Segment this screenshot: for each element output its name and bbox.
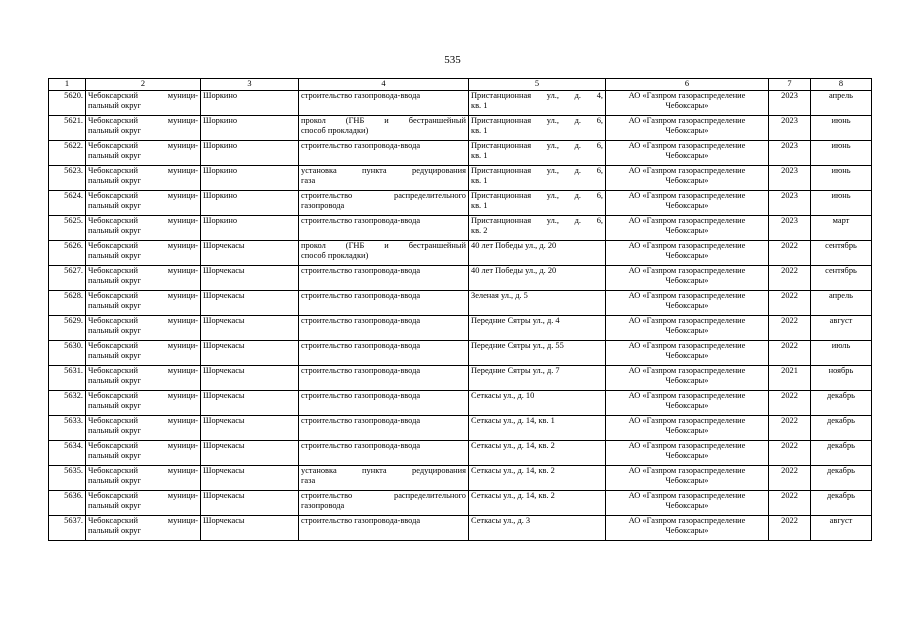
organization-cell-line: Чебоксары»: [665, 375, 709, 385]
work-type-cell: [299, 466, 469, 491]
month-cell: декабрь: [811, 391, 872, 416]
organization-cell: [606, 466, 769, 491]
month-cell: апрель: [811, 291, 872, 316]
work-type-cell-line: строительство газопровода-ввода: [301, 366, 421, 375]
district-cell-line: Чебоксарский муници-: [88, 366, 198, 375]
organization-cell: [606, 91, 769, 116]
work-type-cell-line: строительство газопровода-ввода: [301, 91, 421, 100]
month-cell: сентябрь: [811, 266, 872, 291]
table-row: [49, 141, 872, 166]
work-type-cell: [299, 166, 469, 191]
address-cell-line: Сеткасы ул., д. 14, кв. 2: [471, 441, 555, 450]
year-cell: 2023: [769, 166, 811, 191]
table-row: [49, 216, 872, 241]
address-cell-line: Сеткасы ул., д. 14, кв. 2: [471, 491, 555, 500]
work-type-cell: [299, 316, 469, 341]
organization-cell-line: Чебоксары»: [665, 225, 709, 235]
month-cell: июнь: [811, 141, 872, 166]
district-cell-line: Чебоксарский муници-: [88, 316, 198, 325]
work-type-cell-line: строительство газопровода-ввода: [301, 316, 421, 325]
work-type-cell: [299, 416, 469, 441]
district-cell-line: пальный округ: [88, 350, 141, 360]
organization-cell: [606, 216, 769, 241]
organization-cell: [606, 241, 769, 266]
address-cell: [469, 466, 606, 491]
address-cell-line: кв. 1: [471, 100, 488, 110]
month-cell: июнь: [811, 191, 872, 216]
address-cell: [469, 241, 606, 266]
organization-cell-line: АО «Газпром газораспределение: [628, 441, 746, 450]
district-cell-line: Чебоксарский муници-: [88, 416, 198, 425]
address-cell-line: Пристанционная ул., д. 6,: [471, 116, 603, 125]
organization-cell-line: АО «Газпром газораспределение: [628, 316, 746, 325]
organization-cell: [606, 416, 769, 441]
address-cell-line: Сеткасы ул., д. 10: [471, 391, 535, 400]
year-cell: 2022: [769, 341, 811, 366]
address-cell-line: Пристанционная ул., д. 6,: [471, 166, 603, 175]
month-cell: ноябрь: [811, 366, 872, 391]
month-cell: июль: [811, 341, 872, 366]
address-cell: [469, 366, 606, 391]
district-cell: [86, 366, 201, 391]
organization-cell-line: Чебоксары»: [665, 450, 709, 460]
locality-cell: Шорчекасы: [201, 491, 299, 516]
address-cell-line: кв. 1: [471, 200, 488, 210]
district-cell-line: Чебоксарский муници-: [88, 466, 198, 475]
district-cell-line: Чебоксарский муници-: [88, 141, 198, 150]
organization-cell-line: Чебоксары»: [665, 275, 709, 285]
district-cell-line: пальный округ: [88, 500, 141, 510]
row-number: 5634.: [49, 441, 86, 466]
district-cell-line: пальный округ: [88, 425, 141, 435]
row-number: 5627.: [49, 266, 86, 291]
organization-cell-line: АО «Газпром газораспределение: [628, 266, 746, 275]
column-header: 7: [769, 79, 811, 91]
organization-cell: [606, 191, 769, 216]
organization-cell-line: АО «Газпром газораспределение: [628, 166, 746, 175]
work-type-cell: [299, 116, 469, 141]
organization-cell-line: АО «Газпром газораспределение: [628, 491, 746, 500]
work-type-cell: [299, 191, 469, 216]
year-cell: 2023: [769, 91, 811, 116]
organization-cell-line: Чебоксары»: [665, 300, 709, 310]
address-cell: [469, 416, 606, 441]
address-cell-line: кв. 1: [471, 150, 488, 160]
locality-cell: Шоркино: [201, 216, 299, 241]
locality-cell: Шоркино: [201, 116, 299, 141]
locality-cell: Шоркино: [201, 166, 299, 191]
organization-cell: [606, 341, 769, 366]
address-cell: [469, 441, 606, 466]
work-type-cell-line: строительство газопровода-ввода: [301, 266, 421, 275]
district-cell-line: Чебоксарский муници-: [88, 216, 198, 225]
month-cell: август: [811, 316, 872, 341]
address-cell: [469, 166, 606, 191]
district-cell-line: пальный округ: [88, 525, 141, 535]
district-cell: [86, 216, 201, 241]
organization-cell-line: АО «Газпром газораспределение: [628, 141, 746, 150]
address-cell-line: Передние Сятры ул., д. 55: [471, 341, 564, 350]
district-cell: [86, 266, 201, 291]
address-cell-line: 40 лет Победы ул., д. 20: [471, 266, 557, 275]
year-cell: 2023: [769, 216, 811, 241]
work-type-cell-line: строительство газопровода-ввода: [301, 141, 421, 150]
work-type-cell-line: строительство газопровода-ввода: [301, 441, 421, 450]
locality-cell: Шорчекасы: [201, 291, 299, 316]
organization-cell-line: АО «Газпром газораспределение: [628, 391, 746, 400]
district-cell-line: Чебоксарский муници-: [88, 266, 198, 275]
address-cell: [469, 291, 606, 316]
table-row: [49, 116, 872, 141]
year-cell: 2022: [769, 466, 811, 491]
row-number: 5631.: [49, 366, 86, 391]
district-cell-line: Чебоксарский муници-: [88, 166, 198, 175]
district-cell-line: пальный округ: [88, 200, 141, 210]
address-cell: [469, 141, 606, 166]
locality-cell: Шорчекасы: [201, 441, 299, 466]
locality-cell: Шоркино: [201, 191, 299, 216]
table-row: [49, 91, 872, 116]
work-type-cell-line: способ прокладки): [301, 250, 369, 260]
row-number: 5623.: [49, 166, 86, 191]
table-row: [49, 191, 872, 216]
row-number: 5635.: [49, 466, 86, 491]
work-type-cell: [299, 391, 469, 416]
organization-cell: [606, 316, 769, 341]
work-type-cell: [299, 91, 469, 116]
address-cell-line: Сеткасы ул., д. 14, кв. 1: [471, 416, 555, 425]
address-cell-line: кв. 1: [471, 175, 488, 185]
work-type-cell-line: строительство газопровода-ввода: [301, 341, 421, 350]
month-cell: июнь: [811, 166, 872, 191]
address-cell: [469, 216, 606, 241]
month-cell: сентябрь: [811, 241, 872, 266]
address-cell: [469, 266, 606, 291]
organization-cell: [606, 366, 769, 391]
organization-cell: [606, 266, 769, 291]
address-cell-line: Пристанционная ул., д. 4,: [471, 91, 603, 100]
year-cell: 2022: [769, 416, 811, 441]
district-cell-line: пальный округ: [88, 100, 141, 110]
district-cell-line: Чебоксарский муници-: [88, 116, 198, 125]
column-header: 8: [811, 79, 872, 91]
row-number: 5633.: [49, 416, 86, 441]
district-cell-line: пальный округ: [88, 475, 141, 485]
district-cell-line: Чебоксарский муници-: [88, 91, 198, 100]
work-type-cell-line: строительство распределительного: [301, 491, 466, 500]
table-row: [49, 341, 872, 366]
organization-cell-line: АО «Газпром газораспределение: [628, 191, 746, 200]
organization-cell-line: АО «Газпром газораспределение: [628, 366, 746, 375]
year-cell: 2022: [769, 391, 811, 416]
work-type-cell-line: строительство распределительного: [301, 191, 466, 200]
locality-cell: Шорчекасы: [201, 266, 299, 291]
district-cell: [86, 516, 201, 541]
work-type-cell-line: строительство газопровода-ввода: [301, 391, 421, 400]
address-cell: [469, 391, 606, 416]
district-cell: [86, 341, 201, 366]
column-header: 1: [49, 79, 86, 91]
month-cell: декабрь: [811, 491, 872, 516]
column-header: 5: [469, 79, 606, 91]
district-cell: [86, 466, 201, 491]
organization-cell: [606, 116, 769, 141]
row-number: 5625.: [49, 216, 86, 241]
district-cell-line: Чебоксарский муници-: [88, 291, 198, 300]
address-cell-line: Сеткасы ул., д. 3: [471, 516, 531, 525]
organization-cell-line: АО «Газпром газораспределение: [628, 291, 746, 300]
table-row: [49, 516, 872, 541]
organization-cell: [606, 166, 769, 191]
year-cell: 2023: [769, 116, 811, 141]
district-cell-line: Чебоксарский муници-: [88, 441, 198, 450]
locality-cell: Шорчекасы: [201, 241, 299, 266]
district-cell: [86, 166, 201, 191]
header-row: [49, 79, 872, 91]
year-cell: 2022: [769, 441, 811, 466]
district-cell: [86, 316, 201, 341]
district-cell-line: пальный округ: [88, 225, 141, 235]
table-row: [49, 266, 872, 291]
locality-cell: Шорчекасы: [201, 391, 299, 416]
table-row: [49, 166, 872, 191]
address-cell: [469, 516, 606, 541]
locality-cell: Шорчекасы: [201, 366, 299, 391]
page-number: 535: [444, 54, 461, 66]
month-cell: декабрь: [811, 466, 872, 491]
work-type-cell-line: установка пункта редуцирования: [301, 466, 466, 475]
organization-cell: [606, 516, 769, 541]
locality-cell: Шорчекасы: [201, 516, 299, 541]
district-cell: [86, 441, 201, 466]
locality-cell: Шорчекасы: [201, 316, 299, 341]
district-cell: [86, 141, 201, 166]
year-cell: 2022: [769, 516, 811, 541]
row-number: 5621.: [49, 116, 86, 141]
row-number: 5620.: [49, 91, 86, 116]
address-cell-line: кв. 1: [471, 125, 488, 135]
address-cell: [469, 491, 606, 516]
table-row: [49, 241, 872, 266]
district-cell-line: пальный округ: [88, 300, 141, 310]
district-cell-line: Чебоксарский муници-: [88, 516, 198, 525]
district-cell-line: Чебоксарский муници-: [88, 491, 198, 500]
organization-cell-line: Чебоксары»: [665, 325, 709, 335]
locality-cell: Шорчекасы: [201, 416, 299, 441]
row-number: 5637.: [49, 516, 86, 541]
work-type-cell: [299, 366, 469, 391]
district-cell: [86, 416, 201, 441]
year-cell: 2022: [769, 491, 811, 516]
table-row: [49, 466, 872, 491]
work-type-cell-line: прокол (ГНБ и бестраншейный: [301, 116, 466, 125]
work-type-cell-line: установка пункта редуцирования: [301, 166, 466, 175]
work-type-cell-line: строительство газопровода-ввода: [301, 291, 421, 300]
organization-cell: [606, 141, 769, 166]
organization-cell-line: Чебоксары»: [665, 525, 709, 535]
address-cell-line: Передние Сятры ул., д. 4: [471, 316, 560, 325]
address-cell-line: 40 лет Победы ул., д. 20: [471, 241, 557, 250]
work-type-cell-line: способ прокладки): [301, 125, 369, 135]
table-row: [49, 416, 872, 441]
row-number: 5632.: [49, 391, 86, 416]
address-cell-line: Пристанционная ул., д. 6,: [471, 191, 603, 200]
district-cell: [86, 116, 201, 141]
organization-cell: [606, 441, 769, 466]
address-cell-line: кв. 2: [471, 225, 488, 235]
organization-cell-line: АО «Газпром газораспределение: [628, 466, 746, 475]
organization-cell-line: АО «Газпром газораспределение: [628, 516, 746, 525]
table-row: [49, 291, 872, 316]
organization-cell-line: АО «Газпром газораспределение: [628, 241, 746, 250]
district-cell-line: пальный округ: [88, 275, 141, 285]
month-cell: декабрь: [811, 441, 872, 466]
month-cell: март: [811, 216, 872, 241]
locality-cell: Шорчекасы: [201, 466, 299, 491]
organization-cell-line: Чебоксары»: [665, 400, 709, 410]
work-type-cell: [299, 216, 469, 241]
district-cell: [86, 391, 201, 416]
work-type-cell: [299, 141, 469, 166]
address-cell: [469, 191, 606, 216]
column-header: 2: [86, 79, 201, 91]
row-number: 5626.: [49, 241, 86, 266]
year-cell: 2021: [769, 366, 811, 391]
table-row: [49, 366, 872, 391]
work-type-cell: [299, 491, 469, 516]
district-cell: [86, 191, 201, 216]
organization-cell-line: Чебоксары»: [665, 125, 709, 135]
address-cell-line: Сеткасы ул., д. 14, кв. 2: [471, 466, 555, 475]
month-cell: декабрь: [811, 416, 872, 441]
district-cell-line: пальный округ: [88, 125, 141, 135]
year-cell: 2023: [769, 141, 811, 166]
table-row: [49, 491, 872, 516]
organization-cell-line: АО «Газпром газораспределение: [628, 91, 746, 100]
table-row: [49, 441, 872, 466]
organization-cell: [606, 491, 769, 516]
organization-cell-line: АО «Газпром газораспределение: [628, 341, 746, 350]
work-type-cell: [299, 291, 469, 316]
locality-cell: Шоркино: [201, 141, 299, 166]
address-cell-line: Зеленая ул., д. 5: [471, 291, 528, 300]
work-type-cell: [299, 266, 469, 291]
work-type-cell-line: строительство газопровода-ввода: [301, 416, 421, 425]
column-header: 4: [299, 79, 469, 91]
address-cell-line: Передние Сятры ул., д. 7: [471, 366, 560, 375]
district-cell-line: Чебоксарский муници-: [88, 191, 198, 200]
organization-cell-line: Чебоксары»: [665, 250, 709, 260]
row-number: 5624.: [49, 191, 86, 216]
organization-cell-line: АО «Газпром газораспределение: [628, 116, 746, 125]
district-cell-line: пальный округ: [88, 450, 141, 460]
organization-cell-line: Чебоксары»: [665, 425, 709, 435]
district-cell-line: пальный округ: [88, 150, 141, 160]
work-type-cell: [299, 341, 469, 366]
organization-cell-line: АО «Газпром газораспределение: [628, 416, 746, 425]
organization-cell: [606, 391, 769, 416]
month-cell: август: [811, 516, 872, 541]
gas-works-table: [48, 78, 872, 541]
district-cell: [86, 241, 201, 266]
district-cell-line: пальный округ: [88, 250, 141, 260]
work-type-cell-line: газа: [301, 475, 316, 485]
row-number: 5629.: [49, 316, 86, 341]
district-cell-line: пальный округ: [88, 175, 141, 185]
address-cell-line: Пристанционная ул., д. 6,: [471, 216, 603, 225]
organization-cell: [606, 291, 769, 316]
district-cell: [86, 91, 201, 116]
table-row: [49, 391, 872, 416]
address-cell: [469, 91, 606, 116]
column-header: 6: [606, 79, 769, 91]
work-type-cell-line: газопровода: [301, 500, 345, 510]
row-number: 5630.: [49, 341, 86, 366]
district-cell-line: пальный округ: [88, 400, 141, 410]
district-cell: [86, 291, 201, 316]
organization-cell-line: Чебоксары»: [665, 500, 709, 510]
organization-cell-line: Чебоксары»: [665, 100, 709, 110]
organization-cell-line: Чебоксары»: [665, 475, 709, 485]
locality-cell: Шорчекасы: [201, 341, 299, 366]
address-cell: [469, 116, 606, 141]
address-cell-line: Пристанционная ул., д. 6,: [471, 141, 603, 150]
organization-cell-line: Чебоксары»: [665, 175, 709, 185]
work-type-cell-line: газопровода: [301, 200, 345, 210]
year-cell: 2022: [769, 291, 811, 316]
row-number: 5628.: [49, 291, 86, 316]
year-cell: 2022: [769, 266, 811, 291]
work-type-cell-line: строительство газопровода-ввода: [301, 216, 421, 225]
work-type-cell-line: прокол (ГНБ и бестраншейный: [301, 241, 466, 250]
work-type-cell-line: газа: [301, 175, 316, 185]
table-body: [49, 91, 872, 541]
work-type-cell: [299, 516, 469, 541]
district-cell-line: Чебоксарский муници-: [88, 341, 198, 350]
locality-cell: Шоркино: [201, 91, 299, 116]
year-cell: 2022: [769, 241, 811, 266]
table-row: [49, 316, 872, 341]
work-type-cell: [299, 441, 469, 466]
organization-cell-line: Чебоксары»: [665, 150, 709, 160]
month-cell: апрель: [811, 91, 872, 116]
month-cell: июнь: [811, 116, 872, 141]
district-cell-line: пальный округ: [88, 375, 141, 385]
work-type-cell: [299, 241, 469, 266]
row-number: 5622.: [49, 141, 86, 166]
column-header: 3: [201, 79, 299, 91]
district-cell: [86, 491, 201, 516]
district-cell-line: Чебоксарский муници-: [88, 241, 198, 250]
work-type-cell-line: строительство газопровода-ввода: [301, 516, 421, 525]
address-cell: [469, 341, 606, 366]
year-cell: 2023: [769, 191, 811, 216]
year-cell: 2022: [769, 316, 811, 341]
address-cell: [469, 316, 606, 341]
district-cell-line: пальный округ: [88, 325, 141, 335]
row-number: 5636.: [49, 491, 86, 516]
organization-cell-line: Чебоксары»: [665, 200, 709, 210]
organization-cell-line: АО «Газпром газораспределение: [628, 216, 746, 225]
organization-cell-line: Чебоксары»: [665, 350, 709, 360]
district-cell-line: Чебоксарский муници-: [88, 391, 198, 400]
